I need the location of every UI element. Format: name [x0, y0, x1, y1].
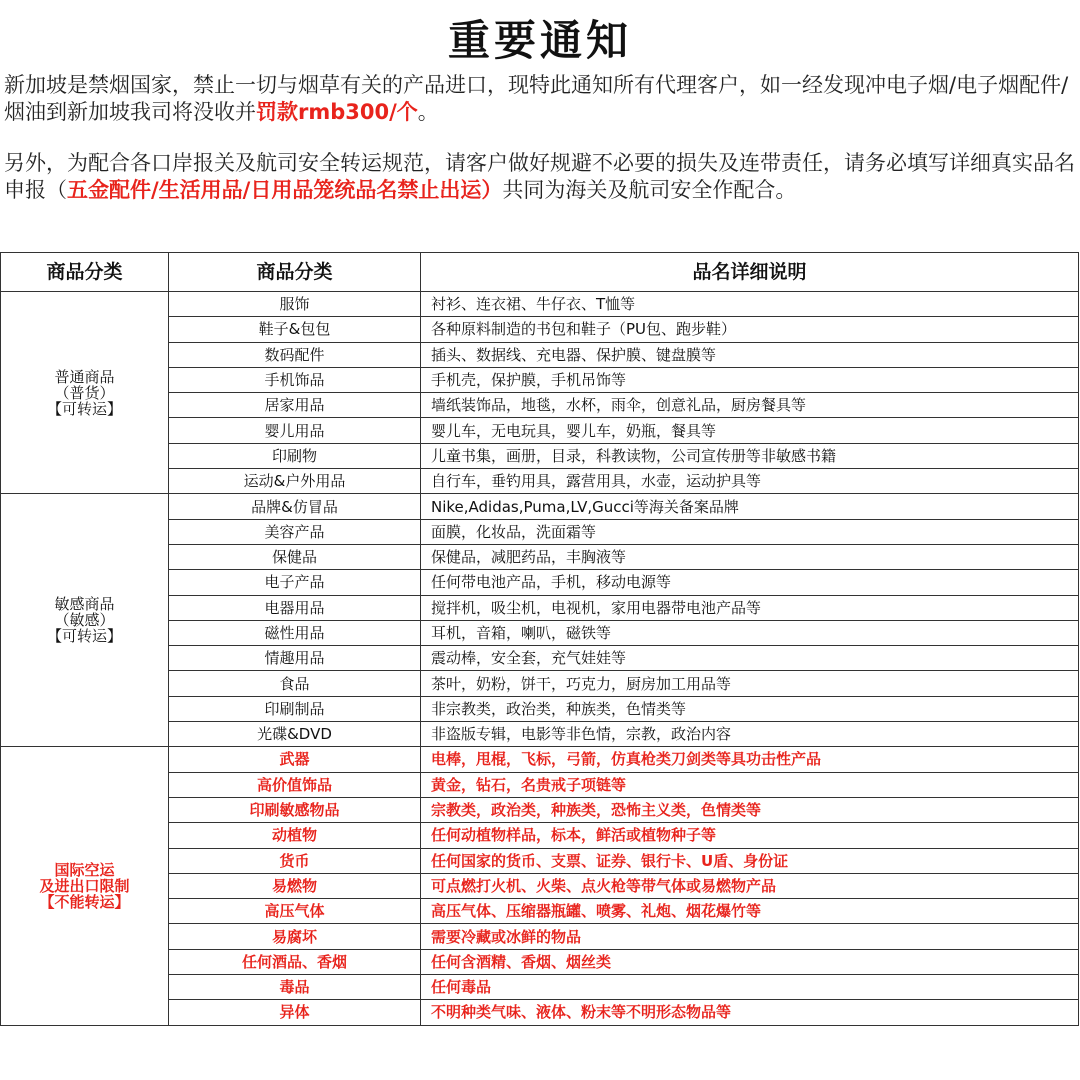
item-name-cell: 印刷制品: [169, 696, 421, 721]
item-description-cell: 婴儿车，无电玩具，婴儿车，奶瓶，餐具等: [421, 418, 1079, 443]
item-name-cell: 货币: [169, 848, 421, 873]
table-row: [1, 292, 1079, 317]
category-cell: [1, 292, 169, 494]
item-description-cell: 自行车，垂钓用具，露营用具，水壶，运动护具等: [421, 469, 1079, 494]
item-description-cell: 需要冷藏或冰鲜的物品: [421, 924, 1079, 949]
item-name-cell: 运动&户外用品: [169, 469, 421, 494]
item-description-cell: 搅拌机，吸尘机，电视机，家用电器带电池产品等: [421, 595, 1079, 620]
item-name-cell: 情趣用品: [169, 646, 421, 671]
item-name-cell: 品牌&仿冒品: [169, 494, 421, 519]
item-description-cell: 电棒，甩棍，飞标，弓箭，仿真枪类刀剑类等具功击性产品: [421, 747, 1079, 772]
item-description-cell: 任何国家的货币、支票、证券、银行卡、U盾、身份证: [421, 848, 1079, 873]
item-description-cell: 非宗教类，政治类，种族类，色情类等: [421, 696, 1079, 721]
item-description-cell: 任何含酒精、香烟、烟丝类: [421, 949, 1079, 974]
category-label-line: （普货）: [54, 383, 115, 402]
item-description-cell: 耳机，音箱，喇叭，磁铁等: [421, 620, 1079, 645]
notice-paragraph-smoking: [4, 72, 1076, 126]
notice-paragraph-declaration: [4, 150, 1076, 204]
item-name-cell: 印刷敏感物品: [169, 797, 421, 822]
item-description-cell: 任何毒品: [421, 975, 1079, 1000]
prohibited-names-highlight: 五金配件/生活用品/日用品笼统品名禁止出运）: [67, 178, 503, 202]
header-item-category: 商品分类: [169, 253, 421, 292]
goods-category-table: [0, 252, 1079, 1026]
header-description: 品名详细说明: [421, 253, 1079, 292]
item-description-cell: 墙纸装饰品，地毯，水杯，雨伞，创意礼品，厨房餐具等: [421, 393, 1079, 418]
table-row: [1, 494, 1079, 519]
item-description-cell: 保健品，减肥药品，丰胸液等: [421, 544, 1079, 569]
item-description-cell: 各种原料制造的书包和鞋子（PU包、跑步鞋）: [421, 317, 1079, 342]
item-name-cell: 毒品: [169, 975, 421, 1000]
item-description-cell: 任何带电池产品，手机，移动电源等: [421, 570, 1079, 595]
table-body: [1, 292, 1079, 1026]
item-description-cell: 不明种类气味、液体、粉末等不明形态物品等: [421, 1000, 1079, 1025]
category-label-line: 【可转运】: [46, 399, 122, 418]
fine-highlight: 罚款rmb300/个: [256, 100, 418, 124]
category-label-line: 【可转运】: [46, 627, 122, 646]
item-description-cell: 可点燃打火机、火柴、点火枪等带气体或易燃物产品: [421, 873, 1079, 898]
item-description-cell: 茶叶，奶粉，饼干，巧克力，厨房加工用品等: [421, 671, 1079, 696]
category-label-line: 国际空运: [54, 860, 115, 879]
item-name-cell: 食品: [169, 671, 421, 696]
item-description-cell: 插头、数据线、充电器、保护膜、键盘膜等: [421, 342, 1079, 367]
item-name-cell: 鞋子&包包: [169, 317, 421, 342]
notice-title: 重要通知: [447, 16, 632, 65]
item-description-cell: 黄金，钻石，名贵戒子项链等: [421, 772, 1079, 797]
item-description-cell: 高压气体、压缩器瓶罐、喷雾、礼炮、烟花爆竹等: [421, 899, 1079, 924]
category-cell: [1, 747, 169, 1025]
item-description-cell: 衬衫、连衣裙、牛仔衣、T恤等: [421, 292, 1079, 317]
category-cell: [1, 494, 169, 747]
category-label-line: 普通商品: [54, 367, 115, 386]
item-name-cell: 电器用品: [169, 595, 421, 620]
item-name-cell: 美容产品: [169, 519, 421, 544]
item-description-cell: 宗教类，政治类，种族类，恐怖主义类，色情类等: [421, 797, 1079, 822]
item-name-cell: 婴儿用品: [169, 418, 421, 443]
item-name-cell: 异体: [169, 1000, 421, 1025]
item-name-cell: 手机饰品: [169, 367, 421, 392]
item-name-cell: 易燃物: [169, 873, 421, 898]
category-label-line: 【不能转运】: [39, 892, 130, 911]
category-label-line: 及进出口限制: [39, 876, 130, 895]
item-description-cell: 任何动植物样品，标本，鲜活或植物种子等: [421, 823, 1079, 848]
item-name-cell: 光碟&DVD: [169, 722, 421, 747]
notice-end: 。: [417, 100, 439, 124]
item-name-cell: 数码配件: [169, 342, 421, 367]
item-description-cell: 面膜，化妆品，洗面霜等: [421, 519, 1079, 544]
notice-text: 新加坡是禁烟国家，禁止一切与烟草有关的产品进口，现特此通知所有代理客户，如一经发现冲电子烟/电子烟配件/烟油到新加坡我司将没收并: [4, 73, 1069, 124]
item-name-cell: 高压气体: [169, 899, 421, 924]
item-name-cell: 印刷物: [169, 443, 421, 468]
item-name-cell: 居家用品: [169, 393, 421, 418]
table-header-row: [1, 253, 1079, 292]
item-name-cell: 磁性用品: [169, 620, 421, 645]
item-name-cell: 电子产品: [169, 570, 421, 595]
item-name-cell: 高价值饰品: [169, 772, 421, 797]
item-name-cell: 动植物: [169, 823, 421, 848]
category-label-line: （敏感）: [54, 611, 115, 630]
item-description-cell: 儿童书集，画册，目录，科教读物，公司宣传册等非敏感书籍: [421, 443, 1079, 468]
item-name-cell: 武器: [169, 747, 421, 772]
notice-end: 共同为海关及航司安全作配合。: [502, 178, 797, 202]
category-label-line: 敏感商品: [54, 595, 115, 614]
item-description-cell: Nike,Adidas,Puma,LV,Gucci等海关备案品牌: [421, 494, 1079, 519]
header-category: 商品分类: [1, 253, 169, 292]
item-description-cell: 手机壳，保护膜，手机吊饰等: [421, 367, 1079, 392]
item-description-cell: 震动棒，安全套，充气娃娃等: [421, 646, 1079, 671]
table-row: [1, 747, 1079, 772]
item-name-cell: 任何酒品、香烟: [169, 949, 421, 974]
item-name-cell: 易腐坏: [169, 924, 421, 949]
notice-text: 另外，为配合各口岸报关及航司安全转运规范，请客户做好规避不必要的损失及连带责任，请务必填写详细真实品名申报（: [4, 151, 1075, 202]
item-description-cell: 非盗版专辑，电影等非色情，宗教，政治内容: [421, 722, 1079, 747]
item-name-cell: 服饰: [169, 292, 421, 317]
item-name-cell: 保健品: [169, 544, 421, 569]
